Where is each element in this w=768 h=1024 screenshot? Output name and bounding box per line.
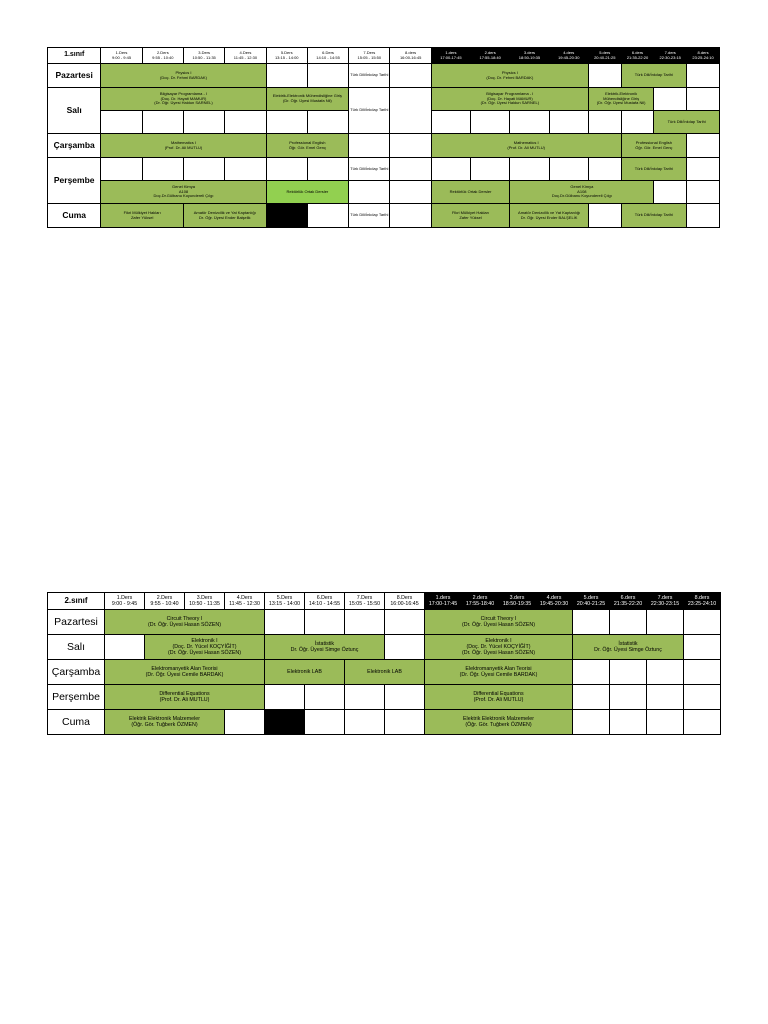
empty-cell — [307, 64, 348, 88]
day-label: Çarşamba — [48, 134, 101, 158]
day-label: Perşembe — [48, 685, 105, 710]
course-cell: Circuit Theory I (Dr. Öğr. Üyesi Hasan SÖZEN) — [425, 610, 573, 635]
evening-slot-header: 4.ders 19:45-20:30 — [536, 593, 573, 610]
empty-cell — [684, 635, 721, 660]
slot-header: 2.Ders 9:55 - 10:40 — [145, 593, 185, 610]
course-cell: Circuit Theory I (Dr. Öğr. Üyesi Hasan SÖZEN) — [105, 610, 265, 635]
empty-cell — [349, 181, 390, 204]
empty-cell — [610, 610, 647, 635]
empty-cell — [345, 710, 385, 735]
empty-cell — [345, 610, 385, 635]
slot-header: 2.Ders 9:55 - 10:40 — [142, 48, 183, 64]
day-label: Salı — [48, 635, 105, 660]
empty-cell — [385, 685, 425, 710]
day-row-wednesday — [48, 660, 721, 685]
empty-cell — [573, 610, 610, 635]
empty-cell — [573, 710, 610, 735]
empty-cell — [647, 610, 684, 635]
empty-cell — [225, 158, 266, 181]
day-label: Cuma — [48, 710, 105, 735]
slot-header: 8.Ders 16:00-16:45 — [385, 593, 425, 610]
slot-header: 6.Ders 14:10 - 14:55 — [305, 593, 345, 610]
course-cell: Türk Dili/İnkılap Tarihi — [349, 64, 390, 88]
empty-cell — [647, 685, 684, 710]
course-cell: Bilgisayar Programlama - I (Doç. Dr. Hayati MAMUR) (Dr. Öğr. Üyesi Haldun SARNEL) — [101, 88, 266, 111]
course-cell: Elektromanyetik Alan Teorisi (Dr. Öğr. Üyesi Cemile BARDAK) — [425, 660, 573, 685]
empty-cell — [549, 111, 588, 134]
empty-cell — [385, 610, 425, 635]
empty-cell — [225, 111, 266, 134]
empty-cell — [266, 158, 307, 181]
day-label: Salı — [48, 88, 101, 134]
empty-cell — [265, 610, 305, 635]
slot-header: 4.Ders 11:45 - 12:30 — [225, 593, 265, 610]
empty-cell — [687, 204, 720, 228]
empty-cell — [573, 660, 610, 685]
course-cell: Elektrik Elektronik Malzemeler (Öğr. Gör. Tuğberk ÖZMEN) — [425, 710, 573, 735]
course-cell: Elektromanyetik Alan Teorisi (Dr. Öğr. Üyesi Cemile BARDAK) — [105, 660, 265, 685]
slot-header: 3.Ders 10:50 - 11:35 — [183, 48, 224, 64]
elective-cell: Rektörlük Ortak Dersler — [266, 181, 349, 204]
empty-cell — [142, 111, 183, 134]
course-cell: Türk Dili/İnkılap Tarihi — [621, 158, 686, 181]
empty-cell — [105, 635, 145, 660]
course-cell: Fikri Mülkiyet Hakları Zafer Yüksel — [431, 204, 510, 228]
course-cell: Professional English Öğr. Gör. Emel Genç — [621, 134, 686, 158]
day-label: Pazartesi — [48, 610, 105, 635]
empty-cell — [687, 64, 720, 88]
course-cell: İstatistik Dr. Öğr. Üyesi Simge Öztunç — [573, 635, 684, 660]
empty-cell — [305, 710, 345, 735]
empty-cell — [266, 111, 307, 134]
empty-cell — [385, 635, 425, 660]
empty-cell — [687, 158, 720, 181]
evening-slot-header: 1.ders 17:00-17:45 — [431, 48, 470, 64]
course-cell: Genel Kimya A108 Doç.Dr.Gülbanu Koyundereli Çılgı — [101, 181, 266, 204]
empty-cell — [431, 158, 470, 181]
evening-slot-header: 7.ders 22:30-23:15 — [647, 593, 684, 610]
course-cell: Differential Equations (Prof. Dr. Ali MUTLU) — [105, 685, 265, 710]
day-row-thursday — [48, 158, 720, 181]
empty-cell — [390, 204, 431, 228]
empty-cell — [225, 710, 265, 735]
course-cell: Türk Dili/İnkılap Tarihi — [349, 158, 390, 181]
day-row-thursday — [48, 685, 721, 710]
course-cell: Türk Dili/İnkılap Tarihi — [621, 64, 686, 88]
course-cell: Genel Kimya A108 Doç.Dr.Gülbanu Koyundereli Çılgı — [510, 181, 654, 204]
blocked-slot — [266, 204, 307, 228]
course-cell: Professional English Öğr. Gör. Emel Genç — [266, 134, 349, 158]
evening-slot-header: 5.ders 20:40-21:25 — [588, 48, 621, 64]
empty-cell — [307, 158, 348, 181]
slot-header: 7.Ders 15:05 - 15:50 — [349, 48, 390, 64]
empty-cell — [588, 111, 621, 134]
evening-slot-header: 3.ders 18:50-19:35 — [510, 48, 549, 64]
class1-header-row — [48, 48, 720, 64]
empty-cell — [549, 158, 588, 181]
evening-slot-header: 6.ders 21:35-22:20 — [610, 593, 647, 610]
empty-cell — [573, 685, 610, 710]
day-row-monday — [48, 610, 721, 635]
empty-cell — [345, 685, 385, 710]
day-row-monday — [48, 64, 720, 88]
evening-slot-header: 4.ders 19:45-20:30 — [549, 48, 588, 64]
course-cell: Bilgisayar Programlama - I (Doç. Dr. Hayati MAMUR) (Dr. Öğr. Üyesi Haldun SARNEL) — [431, 88, 588, 111]
evening-slot-header: 5.ders 20:40-21:25 — [573, 593, 610, 610]
day-label: Perşembe — [48, 158, 101, 204]
course-cell: Differential Equations (Prof. Dr. Ali MUTLU) — [425, 685, 573, 710]
course-cell: Fikri Mülkiyet Hakları Zafer Yüksel — [101, 204, 184, 228]
slot-header: 7.Ders 15:05 - 15:50 — [345, 593, 385, 610]
course-cell: Elektronik I (Doç. Dr. Yücel KOÇYİĞİT) (Dr. Öğr. Üyesi Hasan SÖZEN) — [145, 635, 265, 660]
empty-cell — [390, 181, 431, 204]
empty-cell — [307, 204, 348, 228]
empty-cell — [610, 685, 647, 710]
day-row-thursday-second — [48, 181, 720, 204]
empty-cell — [385, 710, 425, 735]
empty-cell — [431, 111, 470, 134]
empty-cell — [265, 685, 305, 710]
empty-cell — [349, 134, 390, 158]
empty-cell — [610, 660, 647, 685]
course-cell: Elektrik-Elektronik Mühendisliğine Giriş (Dr. Öğr. Üyesi Mustafa Nil) — [588, 88, 653, 111]
empty-cell — [647, 710, 684, 735]
empty-cell — [305, 610, 345, 635]
course-cell: Amatör Denizcilik ve Yat Kaptanlığı Dr. Öğr. Üyesi Ender Balşelik — [183, 204, 266, 228]
evening-slot-header: 3.ders 18:50-19:35 — [499, 593, 536, 610]
empty-cell — [588, 158, 621, 181]
course-cell: Türk Dili/İnkılap Tarihi — [654, 111, 720, 134]
slot-header: 4.Ders 11:45 - 12:30 — [225, 48, 266, 64]
empty-cell — [101, 111, 142, 134]
empty-cell — [390, 64, 431, 88]
empty-cell — [684, 710, 721, 735]
empty-cell — [390, 158, 431, 181]
empty-cell — [390, 134, 431, 158]
day-label: Cuma — [48, 204, 101, 228]
course-cell: Amatör Denizcilik ve Yat Kaptanlığı Dr. Öğr. Üyesi Ender BALŞELİK — [510, 204, 589, 228]
empty-cell — [510, 158, 549, 181]
empty-cell — [654, 181, 687, 204]
slot-header: 5.Ders 13:15 - 14:00 — [266, 48, 307, 64]
empty-cell — [588, 204, 621, 228]
lab-cell: Elektronik LAB — [345, 660, 425, 685]
evening-slot-header: 6.ders 21:35-22:20 — [621, 48, 654, 64]
evening-slot-header: 8.ders 23:25-24:10 — [684, 593, 721, 610]
slot-header: 1.Ders 9:00 - 9:45 — [101, 48, 142, 64]
empty-cell — [588, 64, 621, 88]
course-cell: İstatistik Dr. Öğr. Üyesi Simge Öztunç — [265, 635, 385, 660]
empty-cell — [687, 88, 720, 111]
course-cell: Türk Dili/İnkılap Tarihi — [349, 88, 390, 134]
empty-cell — [471, 158, 510, 181]
lab-cell: Elektronik LAB — [265, 660, 345, 685]
empty-cell — [510, 111, 549, 134]
course-cell: Elektrik Elektronik Malzemeler (Öğr. Gör. Tuğberk ÖZMEN) — [105, 710, 225, 735]
day-row-friday — [48, 710, 721, 735]
evening-slot-header: 7.ders 22:30-23:15 — [654, 48, 687, 64]
class-title: 2.sınıf — [48, 593, 105, 610]
course-cell: Türk Dili/İnkılap Tarihi — [349, 204, 390, 228]
empty-cell — [684, 685, 721, 710]
day-label: Çarşamba — [48, 660, 105, 685]
empty-cell — [305, 685, 345, 710]
course-cell: Mathematics I (Prof. Dr. Ali MUTLU) — [431, 134, 621, 158]
empty-cell — [687, 134, 720, 158]
slot-header: 8.ders 16:00-16:45 — [390, 48, 431, 64]
course-cell: Elektrik-Elektronik Mühendisliğine Giriş (Dr. Öğr. Üyesi Mustafa Nil) — [266, 88, 349, 111]
course-cell: Physics I (Doç. Dr. Fehmi BARDAK) — [431, 64, 588, 88]
evening-slot-header: 8.ders 23:25-24:10 — [687, 48, 720, 64]
empty-cell — [183, 111, 224, 134]
empty-cell — [684, 660, 721, 685]
empty-cell — [266, 64, 307, 88]
empty-cell — [684, 610, 721, 635]
day-row-tuesday — [48, 635, 721, 660]
day-row-tuesday — [48, 88, 720, 111]
day-row-wednesday — [48, 134, 720, 158]
course-cell: Türk Dili/İnkılap Tarihi — [621, 204, 686, 228]
slot-header: 6.Ders 14:10 - 14:55 — [307, 48, 348, 64]
empty-cell — [621, 111, 654, 134]
empty-cell — [142, 158, 183, 181]
evening-slot-header: 2.ders 17:55-18:40 — [462, 593, 499, 610]
empty-cell — [687, 181, 720, 204]
day-label: Pazartesi — [48, 64, 101, 88]
elective-cell: Rektörlük Ortak Dersler — [431, 181, 510, 204]
empty-cell — [654, 88, 687, 111]
slot-header: 1.Ders 9:00 - 9:45 — [105, 593, 145, 610]
course-cell: Elektronik I (Doç. Dr. Yücel KOÇYİĞİT) (Dr. Öğr. Üyesi Hasan SÖZEN) — [425, 635, 573, 660]
class2-schedule-table — [47, 592, 721, 735]
slot-header: 3.Ders 10:50 - 11:35 — [185, 593, 225, 610]
evening-slot-header: 2.ders 17:55-18:40 — [471, 48, 510, 64]
class-title: 1.sınıf — [48, 48, 101, 64]
blocked-slot — [265, 710, 305, 735]
empty-cell — [610, 710, 647, 735]
day-row-friday — [48, 204, 720, 228]
empty-cell — [101, 158, 142, 181]
empty-cell — [307, 111, 348, 134]
empty-cell — [647, 660, 684, 685]
class1-schedule-table — [47, 47, 720, 228]
course-cell: Mathematics I (Prof. Dr. Ali MUTLU) — [101, 134, 266, 158]
empty-cell — [471, 111, 510, 134]
class2-header-row — [48, 593, 721, 610]
empty-cell — [183, 158, 224, 181]
course-cell: Physics I (Doç. Dr. Fehmi BARDAK) — [101, 64, 266, 88]
evening-slot-header: 1.ders 17:00-17:45 — [425, 593, 462, 610]
slot-header: 5.Ders 13:15 - 14:00 — [265, 593, 305, 610]
empty-cell — [390, 88, 431, 134]
